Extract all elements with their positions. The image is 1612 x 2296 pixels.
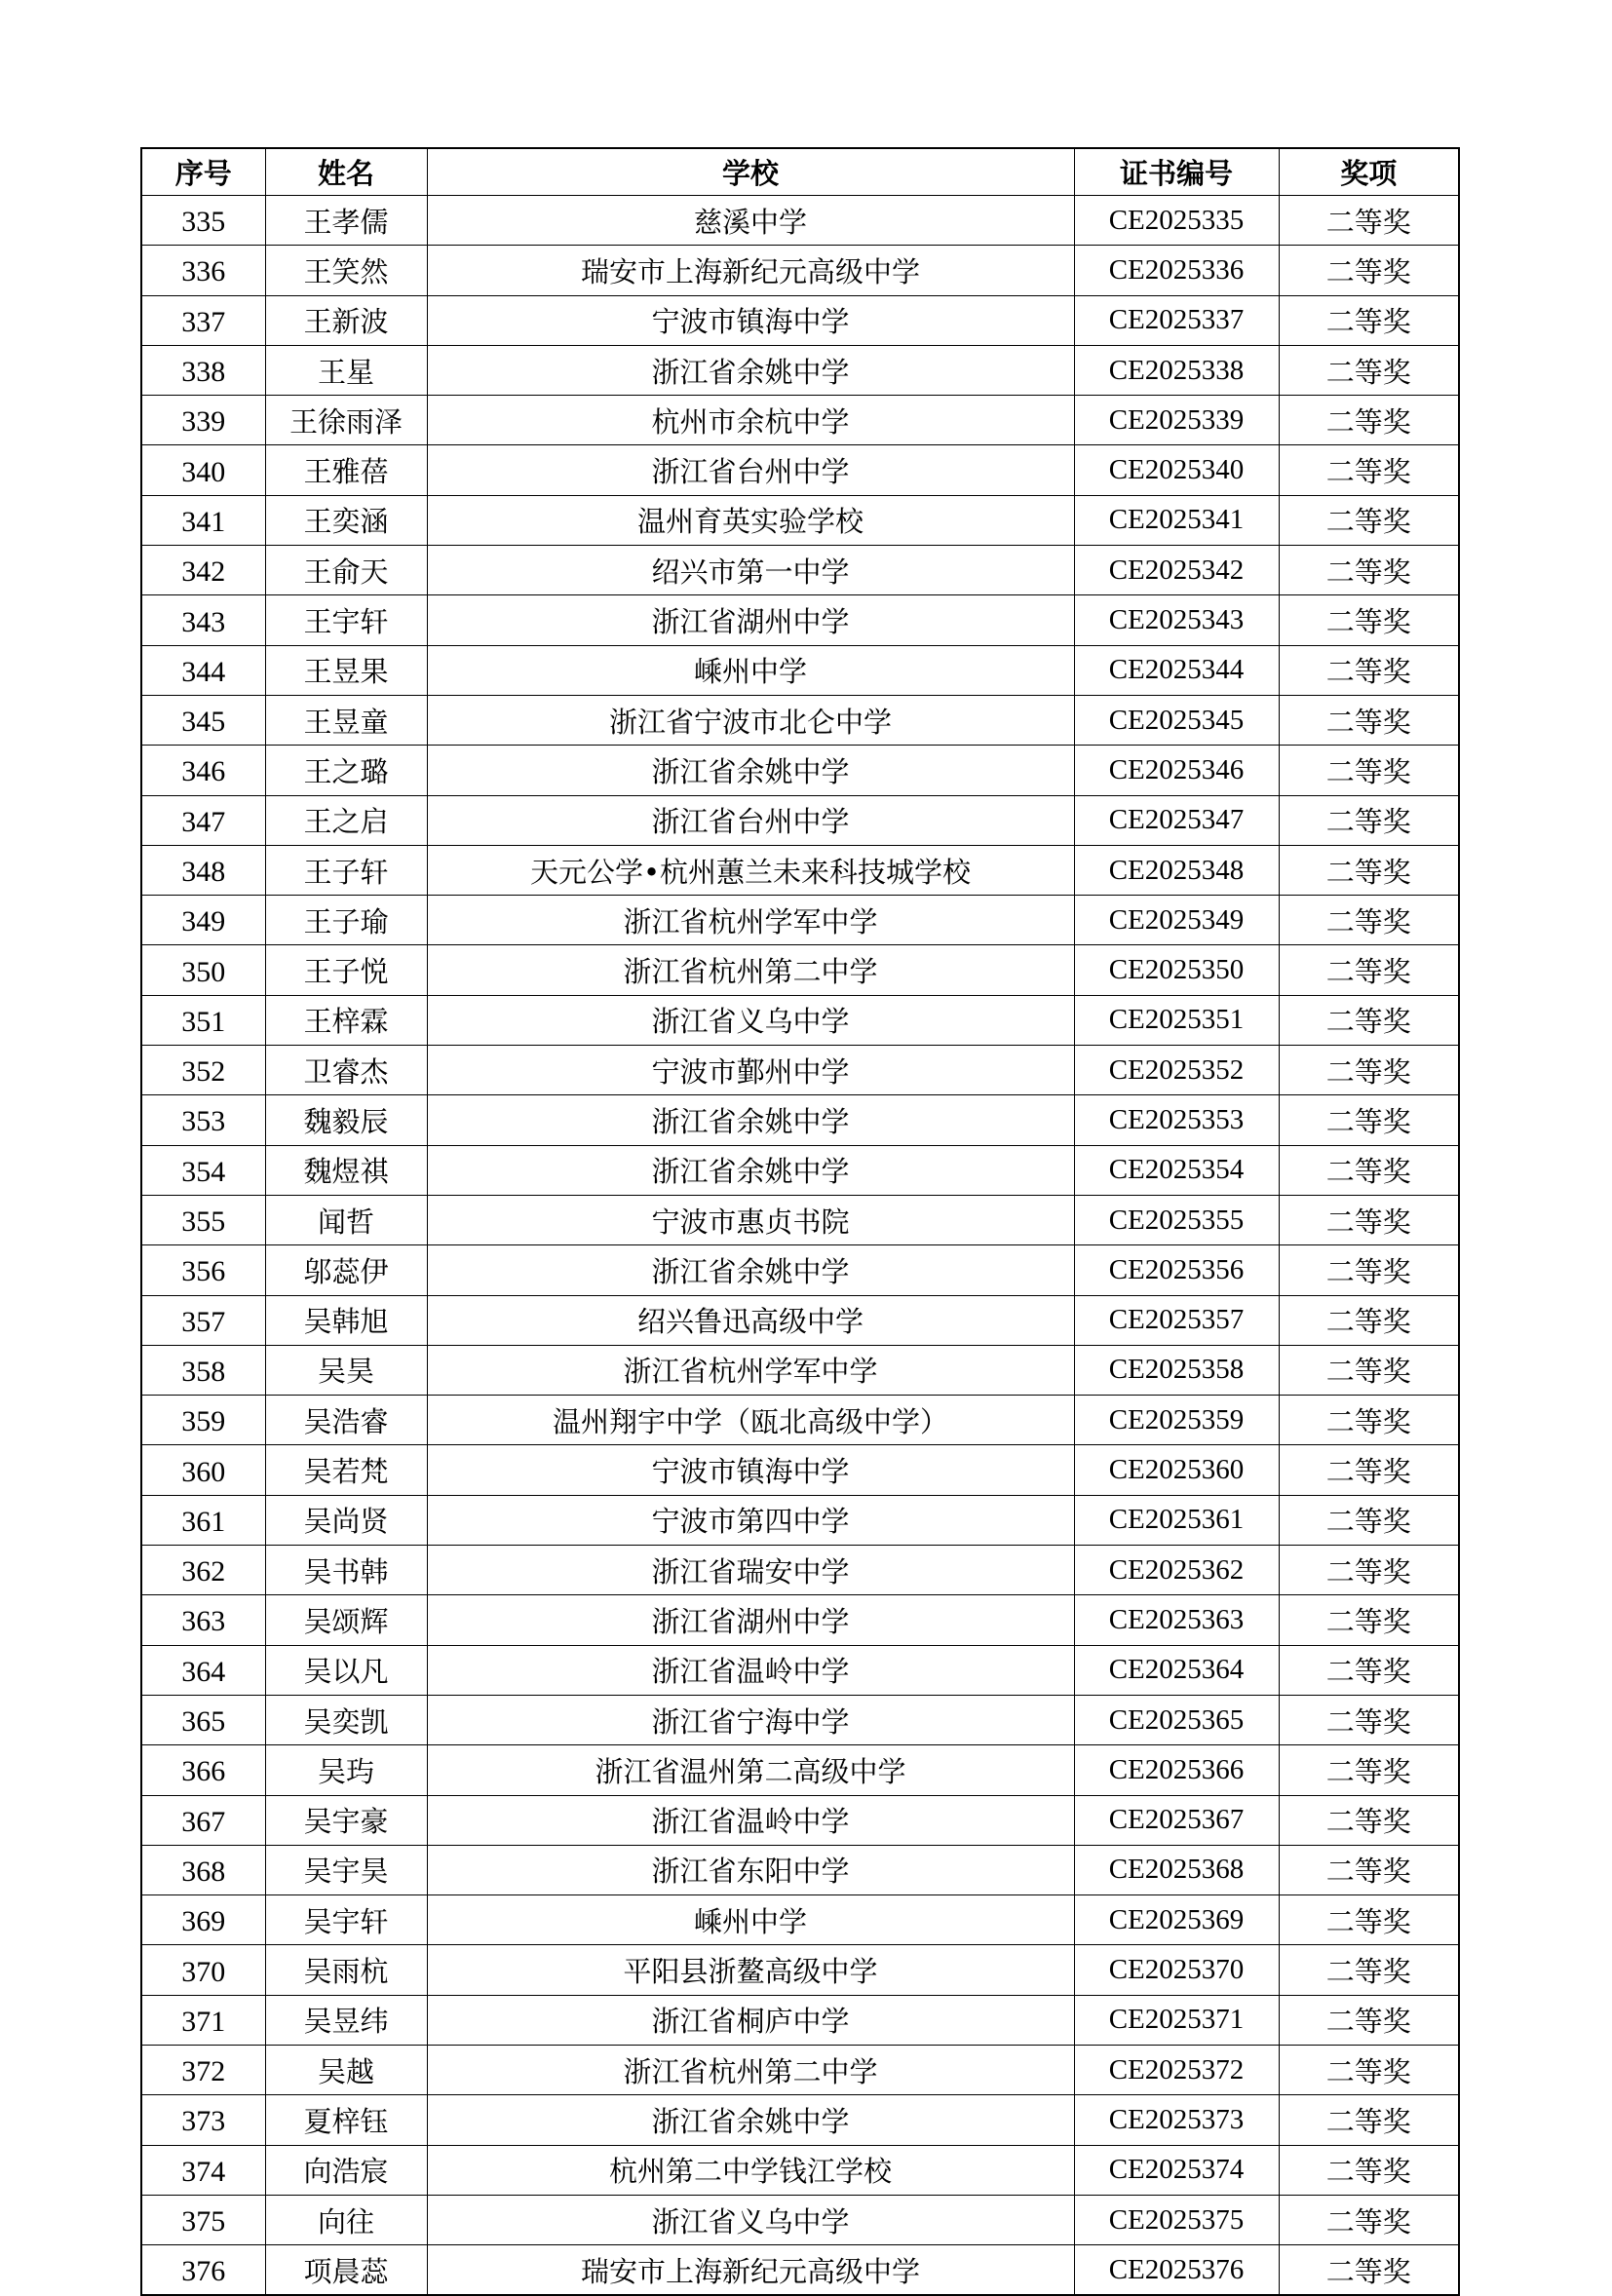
cell-name: 吴宇昊 <box>265 1845 427 1894</box>
cell-school: 瑞安市上海新纪元高级中学 <box>427 246 1074 295</box>
cell-certificate-no: CE2025358 <box>1074 1345 1279 1395</box>
cell-award: 二等奖 <box>1279 896 1459 945</box>
cell-school: 浙江省余姚中学 <box>427 1145 1074 1195</box>
header-name: 姓名 <box>265 148 427 196</box>
cell-award: 二等奖 <box>1279 595 1459 645</box>
cell-school: 浙江省余姚中学 <box>427 345 1074 395</box>
cell-school: 杭州第二中学钱江学校 <box>427 2145 1074 2195</box>
cell-seq: 353 <box>141 1095 265 1145</box>
table-row <box>141 945 1459 995</box>
cell-name: 吴若梵 <box>265 1445 427 1495</box>
cell-certificate-no: CE2025340 <box>1074 445 1279 495</box>
cell-school: 浙江省杭州第二中学 <box>427 2045 1074 2094</box>
table-row <box>141 1396 1459 1445</box>
cell-award: 二等奖 <box>1279 1396 1459 1445</box>
cell-certificate-no: CE2025367 <box>1074 1795 1279 1845</box>
cell-name: 王子轩 <box>265 845 427 895</box>
cell-school: 浙江省余姚中学 <box>427 1245 1074 1295</box>
cell-seq: 352 <box>141 1046 265 1095</box>
cell-name: 王俞天 <box>265 546 427 595</box>
cell-certificate-no: CE2025345 <box>1074 695 1279 745</box>
cell-school: 浙江省杭州第二中学 <box>427 945 1074 995</box>
table-row <box>141 746 1459 795</box>
cell-name: 吴奕凯 <box>265 1695 427 1744</box>
cell-award: 二等奖 <box>1279 1095 1459 1145</box>
cell-name: 吴颂辉 <box>265 1595 427 1645</box>
cell-school: 浙江省杭州学军中学 <box>427 896 1074 945</box>
cell-seq: 349 <box>141 896 265 945</box>
cell-award: 二等奖 <box>1279 1495 1459 1545</box>
cell-certificate-no: CE2025356 <box>1074 1245 1279 1295</box>
cell-school: 浙江省余姚中学 <box>427 2095 1074 2145</box>
cell-name: 王之启 <box>265 795 427 845</box>
table-row <box>141 1795 1459 1845</box>
cell-certificate-no: CE2025338 <box>1074 345 1279 395</box>
cell-school: 杭州市余杭中学 <box>427 396 1074 445</box>
cell-award: 二等奖 <box>1279 1695 1459 1744</box>
cell-award: 二等奖 <box>1279 1845 1459 1894</box>
cell-certificate-no: CE2025365 <box>1074 1695 1279 1744</box>
cell-seq: 336 <box>141 246 265 295</box>
cell-certificate-no: CE2025374 <box>1074 2145 1279 2195</box>
table-row <box>141 795 1459 845</box>
cell-name: 王昱童 <box>265 695 427 745</box>
cell-certificate-no: CE2025376 <box>1074 2245 1279 2296</box>
cell-certificate-no: CE2025344 <box>1074 645 1279 695</box>
cell-name: 吴韩旭 <box>265 1295 427 1345</box>
cell-award: 二等奖 <box>1279 1745 1459 1795</box>
cell-school: 浙江省湖州中学 <box>427 595 1074 645</box>
cell-certificate-no: CE2025371 <box>1074 1995 1279 2045</box>
cell-certificate-no: CE2025355 <box>1074 1195 1279 1244</box>
cell-school: 天元公学•杭州蕙兰未来科技城学校 <box>427 845 1074 895</box>
cell-name: 卫睿杰 <box>265 1046 427 1095</box>
cell-seq: 358 <box>141 1345 265 1395</box>
cell-seq: 338 <box>141 345 265 395</box>
cell-name: 吴书韩 <box>265 1546 427 1595</box>
cell-school: 浙江省义乌中学 <box>427 2195 1074 2244</box>
cell-seq: 341 <box>141 495 265 545</box>
cell-name: 吴玙 <box>265 1745 427 1795</box>
cell-certificate-no: CE2025370 <box>1074 1945 1279 1995</box>
table-row <box>141 196 1459 246</box>
cell-school: 浙江省瑞安中学 <box>427 1546 1074 1595</box>
cell-school: 浙江省台州中学 <box>427 445 1074 495</box>
cell-seq: 359 <box>141 1396 265 1445</box>
table-row <box>141 1695 1459 1744</box>
cell-school: 浙江省宁海中学 <box>427 1695 1074 1744</box>
cell-award: 二等奖 <box>1279 396 1459 445</box>
cell-seq: 356 <box>141 1245 265 1295</box>
cell-certificate-no: CE2025349 <box>1074 896 1279 945</box>
cell-school: 瑞安市上海新纪元高级中学 <box>427 2245 1074 2296</box>
table-row <box>141 845 1459 895</box>
cell-school: 宁波市第四中学 <box>427 1495 1074 1545</box>
cell-certificate-no: CE2025375 <box>1074 2195 1279 2244</box>
cell-school: 浙江省桐庐中学 <box>427 1995 1074 2045</box>
cell-seq: 335 <box>141 196 265 246</box>
cell-name: 王宇轩 <box>265 595 427 645</box>
header-award: 奖项 <box>1279 148 1459 196</box>
cell-school: 浙江省湖州中学 <box>427 1595 1074 1645</box>
table-row <box>141 295 1459 345</box>
table-row <box>141 1895 1459 1945</box>
cell-seq: 343 <box>141 595 265 645</box>
cell-certificate-no: CE2025353 <box>1074 1095 1279 1145</box>
cell-name: 王雅蓓 <box>265 445 427 495</box>
cell-name: 王新波 <box>265 295 427 345</box>
cell-certificate-no: CE2025351 <box>1074 995 1279 1045</box>
cell-certificate-no: CE2025363 <box>1074 1595 1279 1645</box>
cell-award: 二等奖 <box>1279 845 1459 895</box>
table-row <box>141 1995 1459 2045</box>
table-row <box>141 445 1459 495</box>
cell-seq: 351 <box>141 995 265 1045</box>
cell-award: 二等奖 <box>1279 795 1459 845</box>
cell-school: 宁波市鄞州中学 <box>427 1046 1074 1095</box>
header-school: 学校 <box>427 148 1074 196</box>
table-row <box>141 695 1459 745</box>
header-certificate-no: 证书编号 <box>1074 148 1279 196</box>
cell-school: 平阳县浙鳌高级中学 <box>427 1945 1074 1995</box>
cell-school: 浙江省宁波市北仑中学 <box>427 695 1074 745</box>
cell-award: 二等奖 <box>1279 2195 1459 2244</box>
cell-seq: 361 <box>141 1495 265 1545</box>
cell-name: 王笑然 <box>265 246 427 295</box>
cell-certificate-no: CE2025354 <box>1074 1145 1279 1195</box>
cell-seq: 368 <box>141 1845 265 1894</box>
cell-school: 浙江省余姚中学 <box>427 746 1074 795</box>
cell-name: 王梓霖 <box>265 995 427 1045</box>
cell-name: 闻哲 <box>265 1195 427 1244</box>
cell-certificate-no: CE2025366 <box>1074 1745 1279 1795</box>
table-row <box>141 1046 1459 1095</box>
cell-certificate-no: CE2025372 <box>1074 2045 1279 2094</box>
cell-school: 温州育英实验学校 <box>427 495 1074 545</box>
cell-school: 宁波市惠贞书院 <box>427 1195 1074 1244</box>
table-row <box>141 1595 1459 1645</box>
table-row <box>141 1095 1459 1145</box>
table-row <box>141 896 1459 945</box>
cell-award: 二等奖 <box>1279 995 1459 1045</box>
cell-name: 吴昊 <box>265 1345 427 1395</box>
cell-seq: 372 <box>141 2045 265 2094</box>
table-row <box>141 2245 1459 2296</box>
table-row <box>141 2195 1459 2244</box>
cell-school: 慈溪中学 <box>427 196 1074 246</box>
cell-seq: 339 <box>141 396 265 445</box>
cell-school: 嵊州中学 <box>427 645 1074 695</box>
cell-award: 二等奖 <box>1279 1245 1459 1295</box>
cell-certificate-no: CE2025369 <box>1074 1895 1279 1945</box>
cell-seq: 345 <box>141 695 265 745</box>
table-row <box>141 2095 1459 2145</box>
cell-award: 二等奖 <box>1279 2145 1459 2195</box>
table-header-row <box>141 148 1459 196</box>
cell-award: 二等奖 <box>1279 945 1459 995</box>
cell-certificate-no: CE2025360 <box>1074 1445 1279 1495</box>
cell-certificate-no: CE2025339 <box>1074 396 1279 445</box>
cell-name: 夏梓钰 <box>265 2095 427 2145</box>
cell-seq: 367 <box>141 1795 265 1845</box>
cell-certificate-no: CE2025357 <box>1074 1295 1279 1345</box>
table-body <box>141 196 1459 2296</box>
cell-school: 浙江省温州第二高级中学 <box>427 1745 1074 1795</box>
cell-seq: 355 <box>141 1195 265 1244</box>
cell-certificate-no: CE2025359 <box>1074 1396 1279 1445</box>
cell-school: 浙江省温岭中学 <box>427 1795 1074 1845</box>
table-row <box>141 1645 1459 1695</box>
cell-award: 二等奖 <box>1279 1445 1459 1495</box>
cell-seq: 348 <box>141 845 265 895</box>
cell-award: 二等奖 <box>1279 445 1459 495</box>
cell-certificate-no: CE2025343 <box>1074 595 1279 645</box>
table-row <box>141 1245 1459 1295</box>
cell-name: 吴越 <box>265 2045 427 2094</box>
cell-name: 向浩宸 <box>265 2145 427 2195</box>
cell-name: 王子悦 <box>265 945 427 995</box>
header-seq: 序号 <box>141 148 265 196</box>
cell-school: 宁波市镇海中学 <box>427 295 1074 345</box>
table-row <box>141 645 1459 695</box>
cell-certificate-no: CE2025362 <box>1074 1546 1279 1595</box>
cell-award: 二等奖 <box>1279 196 1459 246</box>
table-row <box>141 995 1459 1045</box>
cell-seq: 364 <box>141 1645 265 1695</box>
cell-award: 二等奖 <box>1279 2045 1459 2094</box>
cell-name: 王孝儒 <box>265 196 427 246</box>
cell-name: 吴雨杭 <box>265 1945 427 1995</box>
cell-award: 二等奖 <box>1279 495 1459 545</box>
cell-seq: 373 <box>141 2095 265 2145</box>
cell-certificate-no: CE2025337 <box>1074 295 1279 345</box>
table-row <box>141 1145 1459 1195</box>
cell-name: 王奕涵 <box>265 495 427 545</box>
table-row <box>141 1445 1459 1495</box>
cell-certificate-no: CE2025348 <box>1074 845 1279 895</box>
cell-award: 二等奖 <box>1279 1895 1459 1945</box>
cell-name: 吴宇豪 <box>265 1795 427 1845</box>
cell-certificate-no: CE2025335 <box>1074 196 1279 246</box>
cell-school: 浙江省台州中学 <box>427 795 1074 845</box>
cell-award: 二等奖 <box>1279 1046 1459 1095</box>
table-row <box>141 1745 1459 1795</box>
cell-award: 二等奖 <box>1279 1546 1459 1595</box>
cell-seq: 374 <box>141 2145 265 2195</box>
cell-award: 二等奖 <box>1279 1295 1459 1345</box>
cell-award: 二等奖 <box>1279 2095 1459 2145</box>
cell-certificate-no: CE2025368 <box>1074 1845 1279 1894</box>
cell-certificate-no: CE2025364 <box>1074 1645 1279 1695</box>
table-row <box>141 345 1459 395</box>
cell-name: 王星 <box>265 345 427 395</box>
cell-name: 向往 <box>265 2195 427 2244</box>
table-row <box>141 495 1459 545</box>
cell-name: 王昱果 <box>265 645 427 695</box>
cell-certificate-no: CE2025361 <box>1074 1495 1279 1545</box>
cell-award: 二等奖 <box>1279 746 1459 795</box>
cell-seq: 376 <box>141 2245 265 2296</box>
cell-award: 二等奖 <box>1279 1795 1459 1845</box>
cell-certificate-no: CE2025352 <box>1074 1046 1279 1095</box>
table-row <box>141 546 1459 595</box>
cell-award: 二等奖 <box>1279 345 1459 395</box>
cell-seq: 360 <box>141 1445 265 1495</box>
cell-school: 浙江省义乌中学 <box>427 995 1074 1045</box>
cell-seq: 347 <box>141 795 265 845</box>
cell-school: 浙江省余姚中学 <box>427 1095 1074 1145</box>
cell-certificate-no: CE2025373 <box>1074 2095 1279 2145</box>
cell-seq: 340 <box>141 445 265 495</box>
cell-certificate-no: CE2025347 <box>1074 795 1279 845</box>
cell-seq: 342 <box>141 546 265 595</box>
cell-name: 吴以凡 <box>265 1645 427 1695</box>
cell-name: 吴昱纬 <box>265 1995 427 2045</box>
cell-school: 绍兴鲁迅高级中学 <box>427 1295 1074 1345</box>
cell-award: 二等奖 <box>1279 1145 1459 1195</box>
cell-name: 魏煜祺 <box>265 1145 427 1195</box>
table-row <box>141 396 1459 445</box>
cell-seq: 375 <box>141 2195 265 2244</box>
cell-seq: 350 <box>141 945 265 995</box>
cell-award: 二等奖 <box>1279 1645 1459 1695</box>
cell-school: 宁波市镇海中学 <box>427 1445 1074 1495</box>
cell-award: 二等奖 <box>1279 1345 1459 1395</box>
cell-award: 二等奖 <box>1279 1595 1459 1645</box>
table-row <box>141 595 1459 645</box>
table-row <box>141 1546 1459 1595</box>
cell-award: 二等奖 <box>1279 645 1459 695</box>
table-row <box>141 2045 1459 2094</box>
cell-award: 二等奖 <box>1279 1195 1459 1244</box>
table-row <box>141 1495 1459 1545</box>
cell-seq: 371 <box>141 1995 265 2045</box>
cell-seq: 362 <box>141 1546 265 1595</box>
cell-certificate-no: CE2025346 <box>1074 746 1279 795</box>
cell-award: 二等奖 <box>1279 1995 1459 2045</box>
cell-name: 吴尚贤 <box>265 1495 427 1545</box>
cell-seq: 337 <box>141 295 265 345</box>
cell-name: 王子瑜 <box>265 896 427 945</box>
cell-school: 浙江省杭州学军中学 <box>427 1345 1074 1395</box>
table-row <box>141 1945 1459 1995</box>
cell-school: 浙江省东阳中学 <box>427 1845 1074 1894</box>
table-row <box>141 1295 1459 1345</box>
cell-seq: 363 <box>141 1595 265 1645</box>
cell-award: 二等奖 <box>1279 246 1459 295</box>
cell-name: 邬蕊伊 <box>265 1245 427 1295</box>
cell-seq: 365 <box>141 1695 265 1744</box>
cell-seq: 370 <box>141 1945 265 1995</box>
cell-seq: 357 <box>141 1295 265 1345</box>
cell-certificate-no: CE2025350 <box>1074 945 1279 995</box>
award-list-table <box>140 147 1460 2296</box>
table-row <box>141 1845 1459 1894</box>
cell-certificate-no: CE2025336 <box>1074 246 1279 295</box>
cell-name: 王之璐 <box>265 746 427 795</box>
cell-school: 嵊州中学 <box>427 1895 1074 1945</box>
cell-award: 二等奖 <box>1279 1945 1459 1995</box>
table-row <box>141 1345 1459 1395</box>
cell-seq: 346 <box>141 746 265 795</box>
cell-name: 王徐雨泽 <box>265 396 427 445</box>
cell-seq: 366 <box>141 1745 265 1795</box>
cell-award: 二等奖 <box>1279 295 1459 345</box>
cell-school: 浙江省温岭中学 <box>427 1645 1074 1695</box>
cell-award: 二等奖 <box>1279 695 1459 745</box>
cell-award: 二等奖 <box>1279 2245 1459 2296</box>
cell-school: 温州翔宇中学（瓯北高级中学） <box>427 1396 1074 1445</box>
cell-seq: 344 <box>141 645 265 695</box>
cell-name: 魏毅辰 <box>265 1095 427 1145</box>
cell-certificate-no: CE2025342 <box>1074 546 1279 595</box>
cell-school: 绍兴市第一中学 <box>427 546 1074 595</box>
table-row <box>141 246 1459 295</box>
cell-award: 二等奖 <box>1279 546 1459 595</box>
table-row <box>141 2145 1459 2195</box>
cell-name: 项晨蕊 <box>265 2245 427 2296</box>
cell-name: 吴浩睿 <box>265 1396 427 1445</box>
cell-certificate-no: CE2025341 <box>1074 495 1279 545</box>
cell-name: 吴宇轩 <box>265 1895 427 1945</box>
table-row <box>141 1195 1459 1244</box>
cell-seq: 369 <box>141 1895 265 1945</box>
cell-seq: 354 <box>141 1145 265 1195</box>
